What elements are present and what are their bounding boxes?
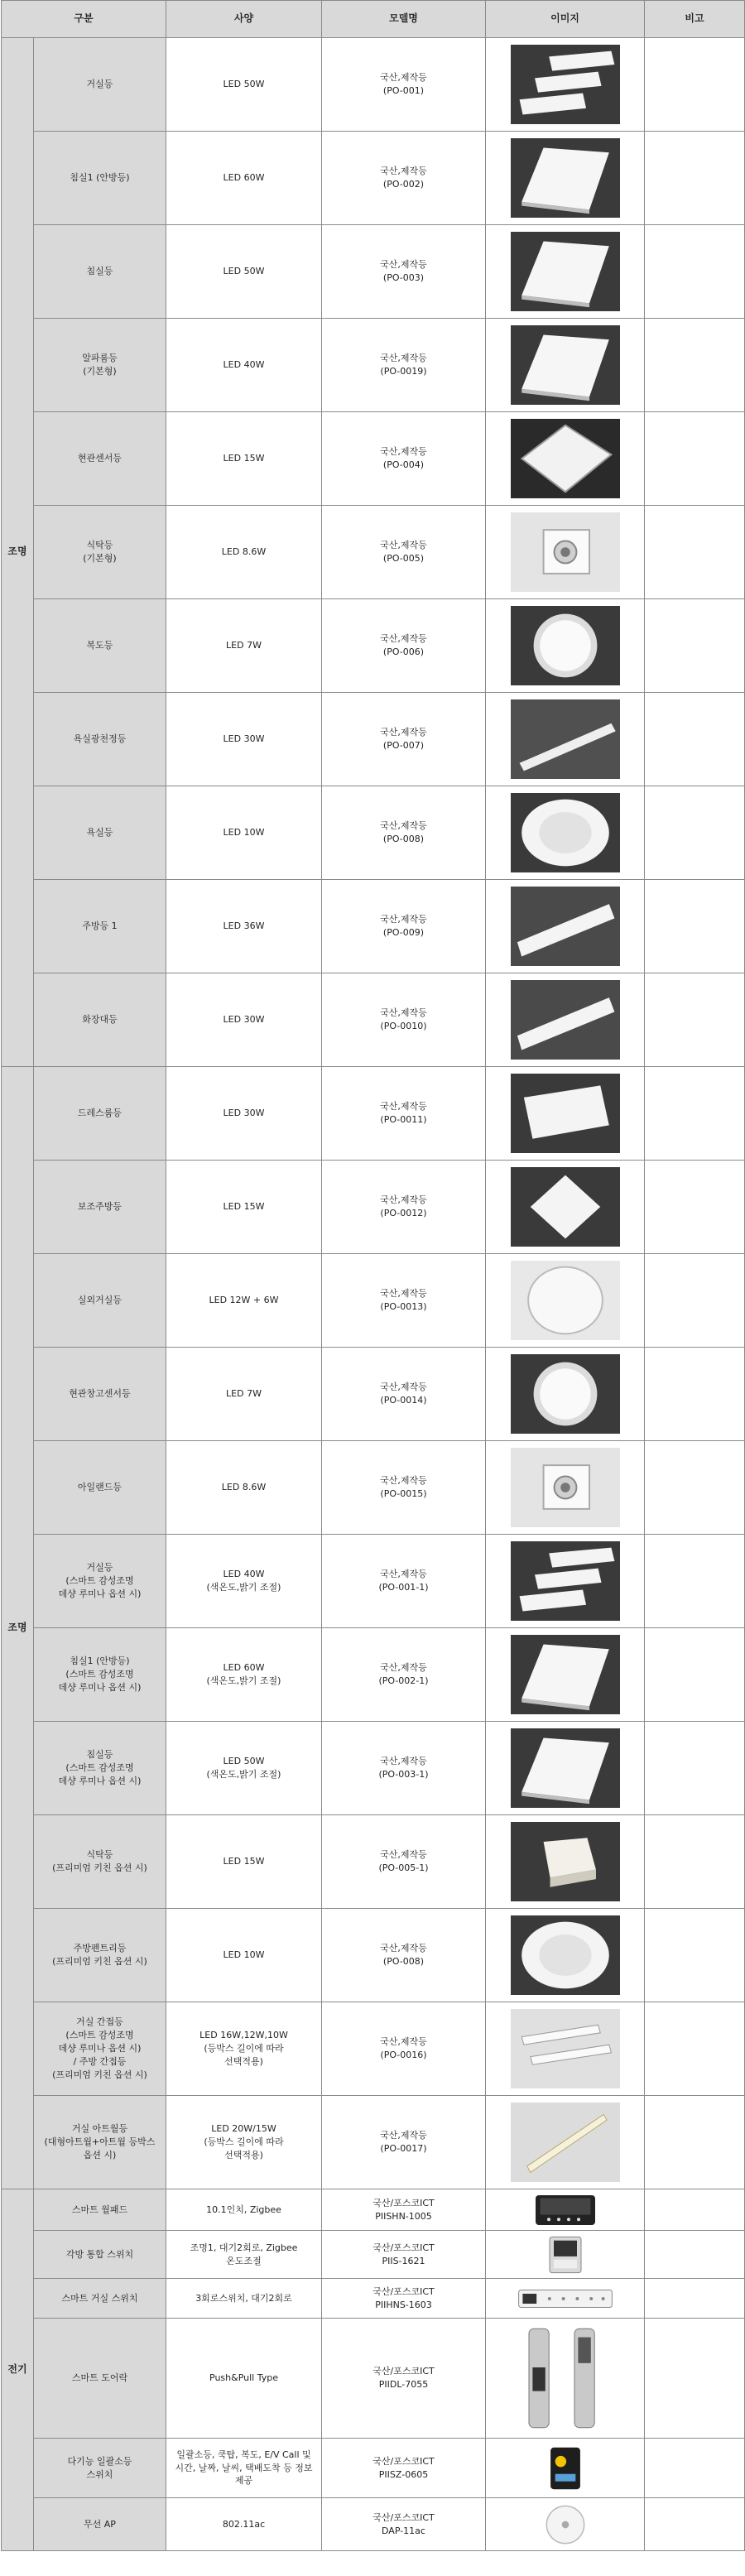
table-row: [2, 1067, 745, 1161]
spec-cell: 10.1인치, Zigbee: [166, 2189, 322, 2231]
model-cell: 국산,제작등 (PO-0011): [322, 1067, 486, 1161]
item-cell: 침실1 (안방등) (스마트 감성조명 데샹 루미나 옵션 시): [34, 1628, 166, 1722]
table-row: [2, 2189, 745, 2231]
table-row: [2, 1348, 745, 1441]
square-panel-light-icon: [511, 325, 620, 405]
item-cell: 거실 아트월등 (대형아트월+아트월 등박스 옵션 시): [34, 2096, 166, 2189]
round-downlight-icon: [511, 606, 620, 685]
model-cell: 국산,제작등 (PO-0015): [322, 1441, 486, 1535]
spec-cell: LED 30W: [166, 973, 322, 1067]
image-cell: [486, 506, 645, 599]
rect-panel-light-icon: [511, 1074, 620, 1153]
item-cell: 화장대등: [34, 973, 166, 1067]
note-cell: [645, 412, 745, 506]
item-cell: 스마트 거실 스위치: [34, 2279, 166, 2319]
category-cell: 조명: [2, 38, 34, 1067]
header-model: 모델명: [322, 1, 486, 38]
living-switch-icon: [516, 2286, 615, 2311]
header-image: 이미지: [486, 1, 645, 38]
spec-cell: LED 40W: [166, 319, 322, 412]
note-cell: [645, 1348, 745, 1441]
note-cell: [645, 973, 745, 1067]
spec-cell: LED 10W: [166, 786, 322, 880]
item-cell: 주방등 1: [34, 880, 166, 973]
table-row: [2, 1535, 745, 1628]
spec-cell: LED 20W/15W (등박스 길이에 따라 선택적용): [166, 2096, 322, 2189]
header-note: 비고: [645, 1, 745, 38]
image-cell: [486, 38, 645, 132]
table-row: [2, 1161, 745, 1254]
spec-cell: LED 50W: [166, 225, 322, 319]
image-cell: [486, 973, 645, 1067]
square-panel-light-icon: [511, 232, 620, 311]
image-cell: [486, 319, 645, 412]
image-cell: [486, 599, 645, 693]
model-cell: 국산,제작등 (PO-004): [322, 412, 486, 506]
image-cell: [486, 1441, 645, 1535]
model-cell: 국산/포스코ICT PIIDL-7055: [322, 2319, 486, 2439]
image-cell: [486, 1254, 645, 1348]
spec-cell: LED 30W: [166, 1067, 322, 1161]
note-cell: [645, 319, 745, 412]
square-spot-light-icon: [511, 1448, 620, 1527]
note-cell: [645, 1815, 745, 1909]
model-cell: 국산,제작등 (PO-0019): [322, 319, 486, 412]
table-row: [2, 1815, 745, 1909]
spec-cell: LED 8.6W: [166, 506, 322, 599]
item-cell: 알파룸등 (기본형): [34, 319, 166, 412]
note-cell: [645, 2096, 745, 2189]
table-row: [2, 599, 745, 693]
table-row: [2, 693, 745, 786]
model-cell: 국산,제작등 (PO-002): [322, 132, 486, 225]
round-dome-light-icon: [511, 793, 620, 872]
note-cell: [645, 1722, 745, 1815]
model-cell: 국산,제작등 (PO-0016): [322, 2002, 486, 2096]
spec-cell: LED 15W: [166, 412, 322, 506]
spec-cell: LED 8.6W: [166, 1441, 322, 1535]
note-cell: [645, 38, 745, 132]
table-row: [2, 2439, 745, 2498]
spec-cell: LED 50W (색온도,밝기 조절): [166, 1722, 322, 1815]
item-cell: 침실1 (안방등): [34, 132, 166, 225]
item-cell: 식탁등 (프리미엄 키친 옵션 시): [34, 1815, 166, 1909]
model-cell: 국산,제작등 (PO-0013): [322, 1254, 486, 1348]
bar-lights-icon: [511, 2009, 620, 2088]
item-cell: 다기능 일괄소등 스위치: [34, 2439, 166, 2498]
note-cell: [645, 880, 745, 973]
table-row: [2, 132, 745, 225]
table-row: [2, 1909, 745, 2002]
square-panel-light-icon: [511, 1728, 620, 1808]
table-row: [2, 1628, 745, 1722]
spec-cell: LED 15W: [166, 1815, 322, 1909]
table-row: [2, 319, 745, 412]
spec-cell: 802.11ac: [166, 2498, 322, 2551]
item-cell: 스마트 월패드: [34, 2189, 166, 2231]
item-cell: 침실등: [34, 225, 166, 319]
table-row: [2, 880, 745, 973]
square-panel-light-icon: [511, 138, 620, 218]
item-cell: 욕실광천정등: [34, 693, 166, 786]
image-cell: [486, 225, 645, 319]
note-cell: [645, 225, 745, 319]
item-cell: 거실등: [34, 38, 166, 132]
table-row: [2, 506, 745, 599]
table-row: [2, 2279, 745, 2319]
spec-cell: LED 16W,12W,10W (등박스 길이에 따라 선택적용): [166, 2002, 322, 2096]
note-cell: [645, 1254, 745, 1348]
spec-cell: LED 15W: [166, 1161, 322, 1254]
model-cell: 국산,제작등 (PO-003): [322, 225, 486, 319]
spec-cell: LED 60W (색온도,밝기 조절): [166, 1628, 322, 1722]
table-row: [2, 2002, 745, 2096]
model-cell: 국산,제작등 (PO-008): [322, 1909, 486, 2002]
note-cell: [645, 1161, 745, 1254]
model-cell: 국산/포스코ICT PIISHN-1005: [322, 2189, 486, 2231]
flat-square-light-icon: [511, 419, 620, 498]
image-cell: [486, 2279, 645, 2319]
note-cell: [645, 2319, 745, 2439]
cube-light-icon: [511, 1822, 620, 1901]
room-switch-icon: [545, 2235, 586, 2275]
image-cell: [486, 786, 645, 880]
model-cell: 국산,제작등 (PO-008): [322, 786, 486, 880]
linear-light-icon: [511, 699, 620, 779]
spec-cell: LED 40W (색온도,밝기 조절): [166, 1535, 322, 1628]
spec-cell: 3회로스위치, 대기2회로: [166, 2279, 322, 2319]
note-cell: [645, 1441, 745, 1535]
image-cell: [486, 1628, 645, 1722]
image-cell: [486, 880, 645, 973]
model-cell: 국산/포스코ICT PIIS-1621: [322, 2231, 486, 2279]
note-cell: [645, 1535, 745, 1628]
wallpad-icon: [532, 2194, 598, 2227]
image-cell: [486, 2319, 645, 2439]
note-cell: [645, 2002, 745, 2096]
header-category: 구분: [2, 1, 166, 38]
item-cell: 현관창고센서등: [34, 1348, 166, 1441]
note-cell: [645, 2498, 745, 2551]
spec-cell: LED 10W: [166, 1909, 322, 2002]
spec-cell: LED 7W: [166, 599, 322, 693]
round-dome-light-icon: [511, 1915, 620, 1995]
table-row: [2, 2096, 745, 2189]
square-panel-light-icon: [511, 1635, 620, 1714]
model-cell: 국산,제작등 (PO-006): [322, 599, 486, 693]
item-cell: 주방펜트리등 (프리미엄 키친 옵션 시): [34, 1909, 166, 2002]
note-cell: [645, 1067, 745, 1161]
model-cell: 국산,제작등 (PO-005-1): [322, 1815, 486, 1909]
table-row: [2, 1254, 745, 1348]
item-cell: 각방 통합 스위치: [34, 2231, 166, 2279]
spec-cell: LED 60W: [166, 132, 322, 225]
image-cell: [486, 2231, 645, 2279]
spec-cell: Push&Pull Type: [166, 2319, 322, 2439]
table-row: [2, 225, 745, 319]
item-cell: 거실 간접등 (스마트 감성조명 데샹 루미나 옵션 시) / 주방 간접등 (프리미엄 키친 옵션 시): [34, 2002, 166, 2096]
note-cell: [645, 132, 745, 225]
item-cell: 보조주방등: [34, 1161, 166, 1254]
table-row: [2, 1441, 745, 1535]
model-cell: 국산/포스코ICT PIIHNS-1603: [322, 2279, 486, 2319]
image-cell: [486, 693, 645, 786]
note-cell: [645, 506, 745, 599]
item-cell: 거실등 (스마트 감성조명 데샹 루미나 옵션 시): [34, 1535, 166, 1628]
model-cell: 국산,제작등 (PO-0012): [322, 1161, 486, 1254]
image-cell: [486, 2002, 645, 2096]
header-row: [2, 1, 745, 38]
door-lock-icon: [520, 2324, 611, 2432]
spec-cell: LED 7W: [166, 1348, 322, 1441]
image-cell: [486, 1161, 645, 1254]
note-cell: [645, 2231, 745, 2279]
table-row: [2, 973, 745, 1067]
item-cell: 드레스룸등: [34, 1067, 166, 1161]
table-row: [2, 1722, 745, 1815]
note-cell: [645, 786, 745, 880]
image-cell: [486, 1815, 645, 1909]
item-cell: 실외거실등: [34, 1254, 166, 1348]
item-cell: 식탁등 (기본형): [34, 506, 166, 599]
image-cell: [486, 1067, 645, 1161]
triple-panel-light-icon: [511, 45, 620, 124]
item-cell: 스마트 도어락: [34, 2319, 166, 2439]
spec-table: [1, 0, 745, 2551]
image-cell: [486, 1909, 645, 2002]
model-cell: 국산,제작등 (PO-007): [322, 693, 486, 786]
image-cell: [486, 2096, 645, 2189]
spec-cell: LED 50W: [166, 38, 322, 132]
category-cell: 조명: [2, 1067, 34, 2189]
model-cell: 국산,제작등 (PO-0017): [322, 2096, 486, 2189]
model-cell: 국산,제작등 (PO-005): [322, 506, 486, 599]
multi-switch-icon: [542, 2445, 589, 2492]
note-cell: [645, 693, 745, 786]
item-cell: 복도등: [34, 599, 166, 693]
item-cell: 욕실등: [34, 786, 166, 880]
model-cell: 국산,제작등 (PO-001-1): [322, 1535, 486, 1628]
spec-cell: LED 12W + 6W: [166, 1254, 322, 1348]
image-cell: [486, 2498, 645, 2551]
note-cell: [645, 599, 745, 693]
table-row: [2, 786, 745, 880]
round-downlight-icon: [511, 1354, 620, 1434]
table-row: [2, 2319, 745, 2439]
model-cell: 국산,제작등 (PO-002-1): [322, 1628, 486, 1722]
image-cell: [486, 132, 645, 225]
spec-cell: 조명1, 대기2회로, Zigbee 온도조절: [166, 2231, 322, 2279]
model-cell: 국산,제작등 (PO-001): [322, 38, 486, 132]
table-row: [2, 2231, 745, 2279]
oval-light-icon: [511, 1261, 620, 1340]
note-cell: [645, 1628, 745, 1722]
spec-cell: LED 36W: [166, 880, 322, 973]
spec-cell: LED 30W: [166, 693, 322, 786]
model-cell: 국산,제작등 (PO-0014): [322, 1348, 486, 1441]
note-cell: [645, 1909, 745, 2002]
image-cell: [486, 1722, 645, 1815]
diamond-light-icon: [511, 1167, 620, 1247]
category-cell: 전기: [2, 2189, 34, 2551]
image-cell: [486, 2189, 645, 2231]
triple-panel-light-icon: [511, 1541, 620, 1621]
model-cell: 국산/포스코ICT PIISZ-0605: [322, 2439, 486, 2498]
item-cell: 무선 AP: [34, 2498, 166, 2551]
table-row: [2, 38, 745, 132]
image-cell: [486, 1535, 645, 1628]
long-panel-light-icon: [511, 887, 620, 966]
spec-cell: 일괄소등, 쿡탑, 복도, E/V Call 및 시간, 날짜, 날씨, 택배도착 등 정보 제공: [166, 2439, 322, 2498]
image-cell: [486, 1348, 645, 1441]
diagonal-bar-light-icon: [511, 2103, 620, 2182]
model-cell: 국산,제작등 (PO-0010): [322, 973, 486, 1067]
table-row: [2, 412, 745, 506]
note-cell: [645, 2439, 745, 2498]
item-cell: 아일랜드등: [34, 1441, 166, 1535]
table-row: [2, 2498, 745, 2551]
model-cell: 국산,제작등 (PO-003-1): [322, 1722, 486, 1815]
item-cell: 현관센서등: [34, 412, 166, 506]
wireless-ap-icon: [542, 2502, 589, 2547]
note-cell: [645, 2279, 745, 2319]
long-panel-light-icon: [511, 980, 620, 1060]
item-cell: 침실등 (스마트 감성조명 데샹 루미나 옵션 시): [34, 1722, 166, 1815]
model-cell: 국산,제작등 (PO-009): [322, 880, 486, 973]
image-cell: [486, 412, 645, 506]
model-cell: 국산/포스코ICT DAP-11ac: [322, 2498, 486, 2551]
header-spec: 사양: [166, 1, 322, 38]
note-cell: [645, 2189, 745, 2231]
image-cell: [486, 2439, 645, 2498]
square-spot-light-icon: [511, 512, 620, 592]
